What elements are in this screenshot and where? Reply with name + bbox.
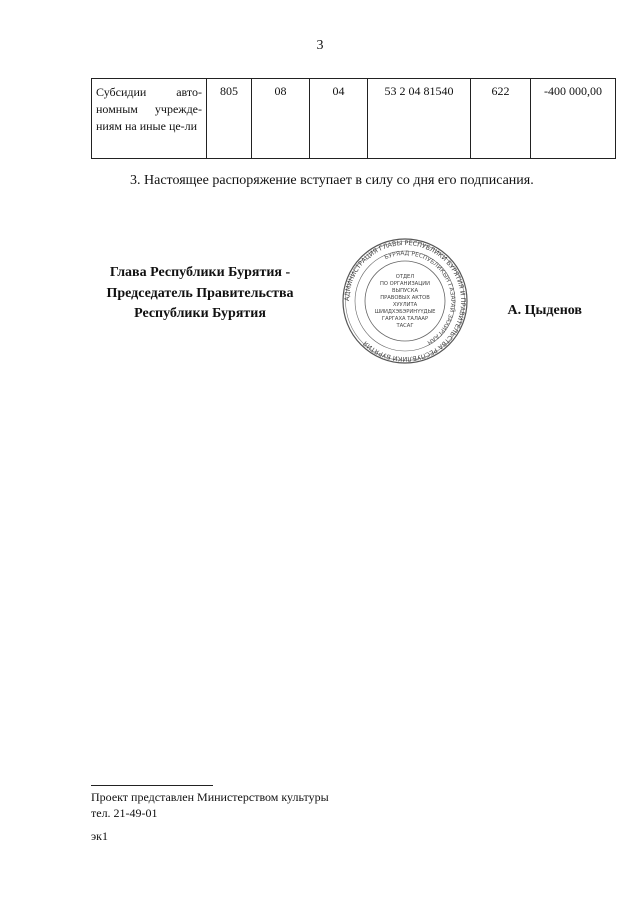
official-seal [341,237,469,365]
footnote-divider [91,785,213,786]
signer-title-line: Глава Республики Бурятия - [109,265,291,280]
document-code: эк1 [91,829,108,843]
seal-center-line: ГАРГАХА ТАЛААР [381,316,429,322]
operative-paragraph: 3. Настоящее распоряжение вступает в силу со дня его подписания. [130,173,534,188]
table-cell-description: Субсидии авто-номным учрежде-ниям на иные це-ли [92,79,207,159]
seal-center-line: ОТДЕЛ [395,274,415,280]
table-cell-expense-type: 622 [471,79,531,159]
table-cell-subsection: 04 [310,79,368,159]
page-number: 3 [316,38,324,53]
seal-outer-text: АДМИНИСТРАЦИЯ ГЛАВЫ РЕСПУБЛИКИ БУРЯТИЯ И ПРАВИТЕЛЬСТВА РЕСПУБЛИКИ БУРЯТИЯ [342,238,468,364]
signer-name: А. Цыденов [507,303,582,318]
table-cell-target-article: 53 2 04 81540 [368,79,471,159]
footnote [91,789,329,821]
seal-center-line: ПРАВОВЫХ АКТОВ [380,295,430,301]
table-cell-section: 08 [252,79,310,159]
seal-inner-ring [365,261,445,341]
signer-title-line: Республики Бурятия [134,306,266,321]
table-cell-department-code: 805 [207,79,252,159]
footnote-line-prepared-by: Проект представлен Министерством культуры [91,790,329,804]
seal-center-line: ПО ОРГАНИЗАЦИИ [379,281,431,287]
table-cell-amount: -400 000,00 [531,79,616,159]
signer-title-line: Председатель Правительства [106,285,294,301]
seal-center-line: ХУУЛИТА [392,302,418,308]
seal-center-line: ВЫПУСКА [391,288,419,294]
footnote-line-phone: тел. 21-49-01 [91,806,158,820]
signer-title [86,263,314,325]
seal-center-line: ТАСАГ [396,323,414,329]
seal-center-line: ШИИДХЭБЭРИНҮҮДЫЕ [374,309,436,315]
budget-table [91,78,616,159]
table-row [92,79,616,159]
seal-inner-text: БУРЯАД РЕСПУБЛИКЫН ГАЗАРАЙ ЗАХИРГААН [383,249,457,346]
